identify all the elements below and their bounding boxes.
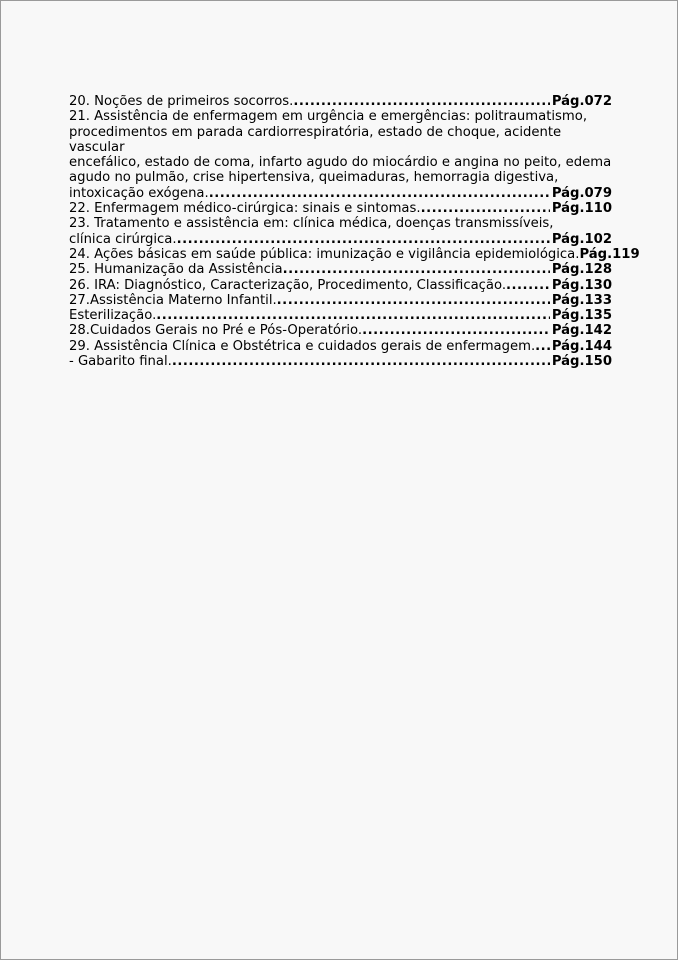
toc-entry xyxy=(69,109,612,201)
toc-entry xyxy=(69,246,640,262)
toc-entry-title: Esterilização. xyxy=(69,308,157,324)
toc-page-number: Pág.110 xyxy=(551,201,612,217)
toc-entry xyxy=(69,323,612,338)
toc-entry-text-line: agudo no pulmão, crise hipertensiva, queimaduras, hemorragia digestiva, xyxy=(69,170,559,186)
toc-entry xyxy=(69,94,612,109)
toc-entry-title: 26. IRA: Diagnóstico, Caracterização, Procedimento, Classificação. xyxy=(69,277,507,293)
toc-entry xyxy=(69,262,612,277)
dot-leader xyxy=(362,323,550,338)
dot-leader xyxy=(177,232,550,247)
toc-entry-title: - Gabarito final. xyxy=(69,354,172,370)
toc-page-number: Pág.144 xyxy=(551,338,612,354)
dot-leader xyxy=(277,293,550,308)
dot-leader xyxy=(156,308,550,323)
toc-page-number: Pág.150 xyxy=(551,354,612,370)
toc-page-number: Pág.135 xyxy=(551,308,612,324)
toc-entry xyxy=(69,278,612,293)
toc-entry-title: intoxicação exógena. xyxy=(69,185,209,201)
toc-entry-title: 20. Noções de primeiros socorros. xyxy=(69,94,294,109)
table-of-contents xyxy=(69,94,640,370)
toc-entry-title: 22. Enfermagem médico-cirúrgica: sinais e sintomas. xyxy=(69,201,421,217)
toc-entry-title: 27.Assistência Materno Infantil. xyxy=(69,292,277,308)
toc-entry-text-line: 21. Assistência de enfermagem em urgência e emergências: politraumatismo, xyxy=(69,109,588,125)
dot-leader xyxy=(172,354,550,369)
dot-leader xyxy=(293,94,549,109)
dot-leader xyxy=(421,201,550,216)
dot-leader xyxy=(506,278,550,293)
toc-entry xyxy=(69,354,612,369)
toc-page-number: Pág.142 xyxy=(551,323,612,339)
toc-page-number: Pág.102 xyxy=(551,231,612,247)
toc-page-number: Pág.133 xyxy=(551,292,612,308)
toc-entry-text-line: procedimentos em parada cardiorrespiratória, estado de choque, acidente vascular xyxy=(69,124,562,155)
toc-page-number: Pág.128 xyxy=(551,262,612,278)
toc-entry-text-line: encefálico, estado de coma, infarto agudo do miocárdio e angina no peito, edema xyxy=(69,155,612,171)
toc-entry-title: 29. Assistência Clínica e Obstétrica e cuidados gerais de enfermagem. xyxy=(69,338,536,354)
toc-page-number: Pág.119 xyxy=(579,246,640,262)
toc-entry-text-line: 23. Tratamento e assistência em: clínica médica, doenças transmissíveis, xyxy=(69,216,554,232)
toc-entry-title: clínica cirúrgica. xyxy=(69,231,177,247)
toc-entry xyxy=(69,293,612,308)
toc-entry xyxy=(69,308,612,323)
dot-leader xyxy=(209,186,550,201)
dot-leader xyxy=(283,262,550,277)
toc-entry xyxy=(69,339,612,354)
toc-page-number: Pág.079 xyxy=(551,185,612,201)
dot-leader xyxy=(535,339,550,354)
toc-entry xyxy=(69,216,612,247)
toc-page-number: Pág.130 xyxy=(551,277,612,293)
toc-entry-title: 24. Ações básicas em saúde pública: imunização e vigilância epidemiológica. xyxy=(69,246,580,262)
toc-entry xyxy=(69,201,612,216)
toc-entry-title: 28.Cuidados Gerais no Pré e Pós-Operatório. xyxy=(69,323,363,339)
toc-entry-title: 25. Humanização da Assistência xyxy=(69,262,283,278)
toc-page-number: Pág.072 xyxy=(551,94,612,109)
